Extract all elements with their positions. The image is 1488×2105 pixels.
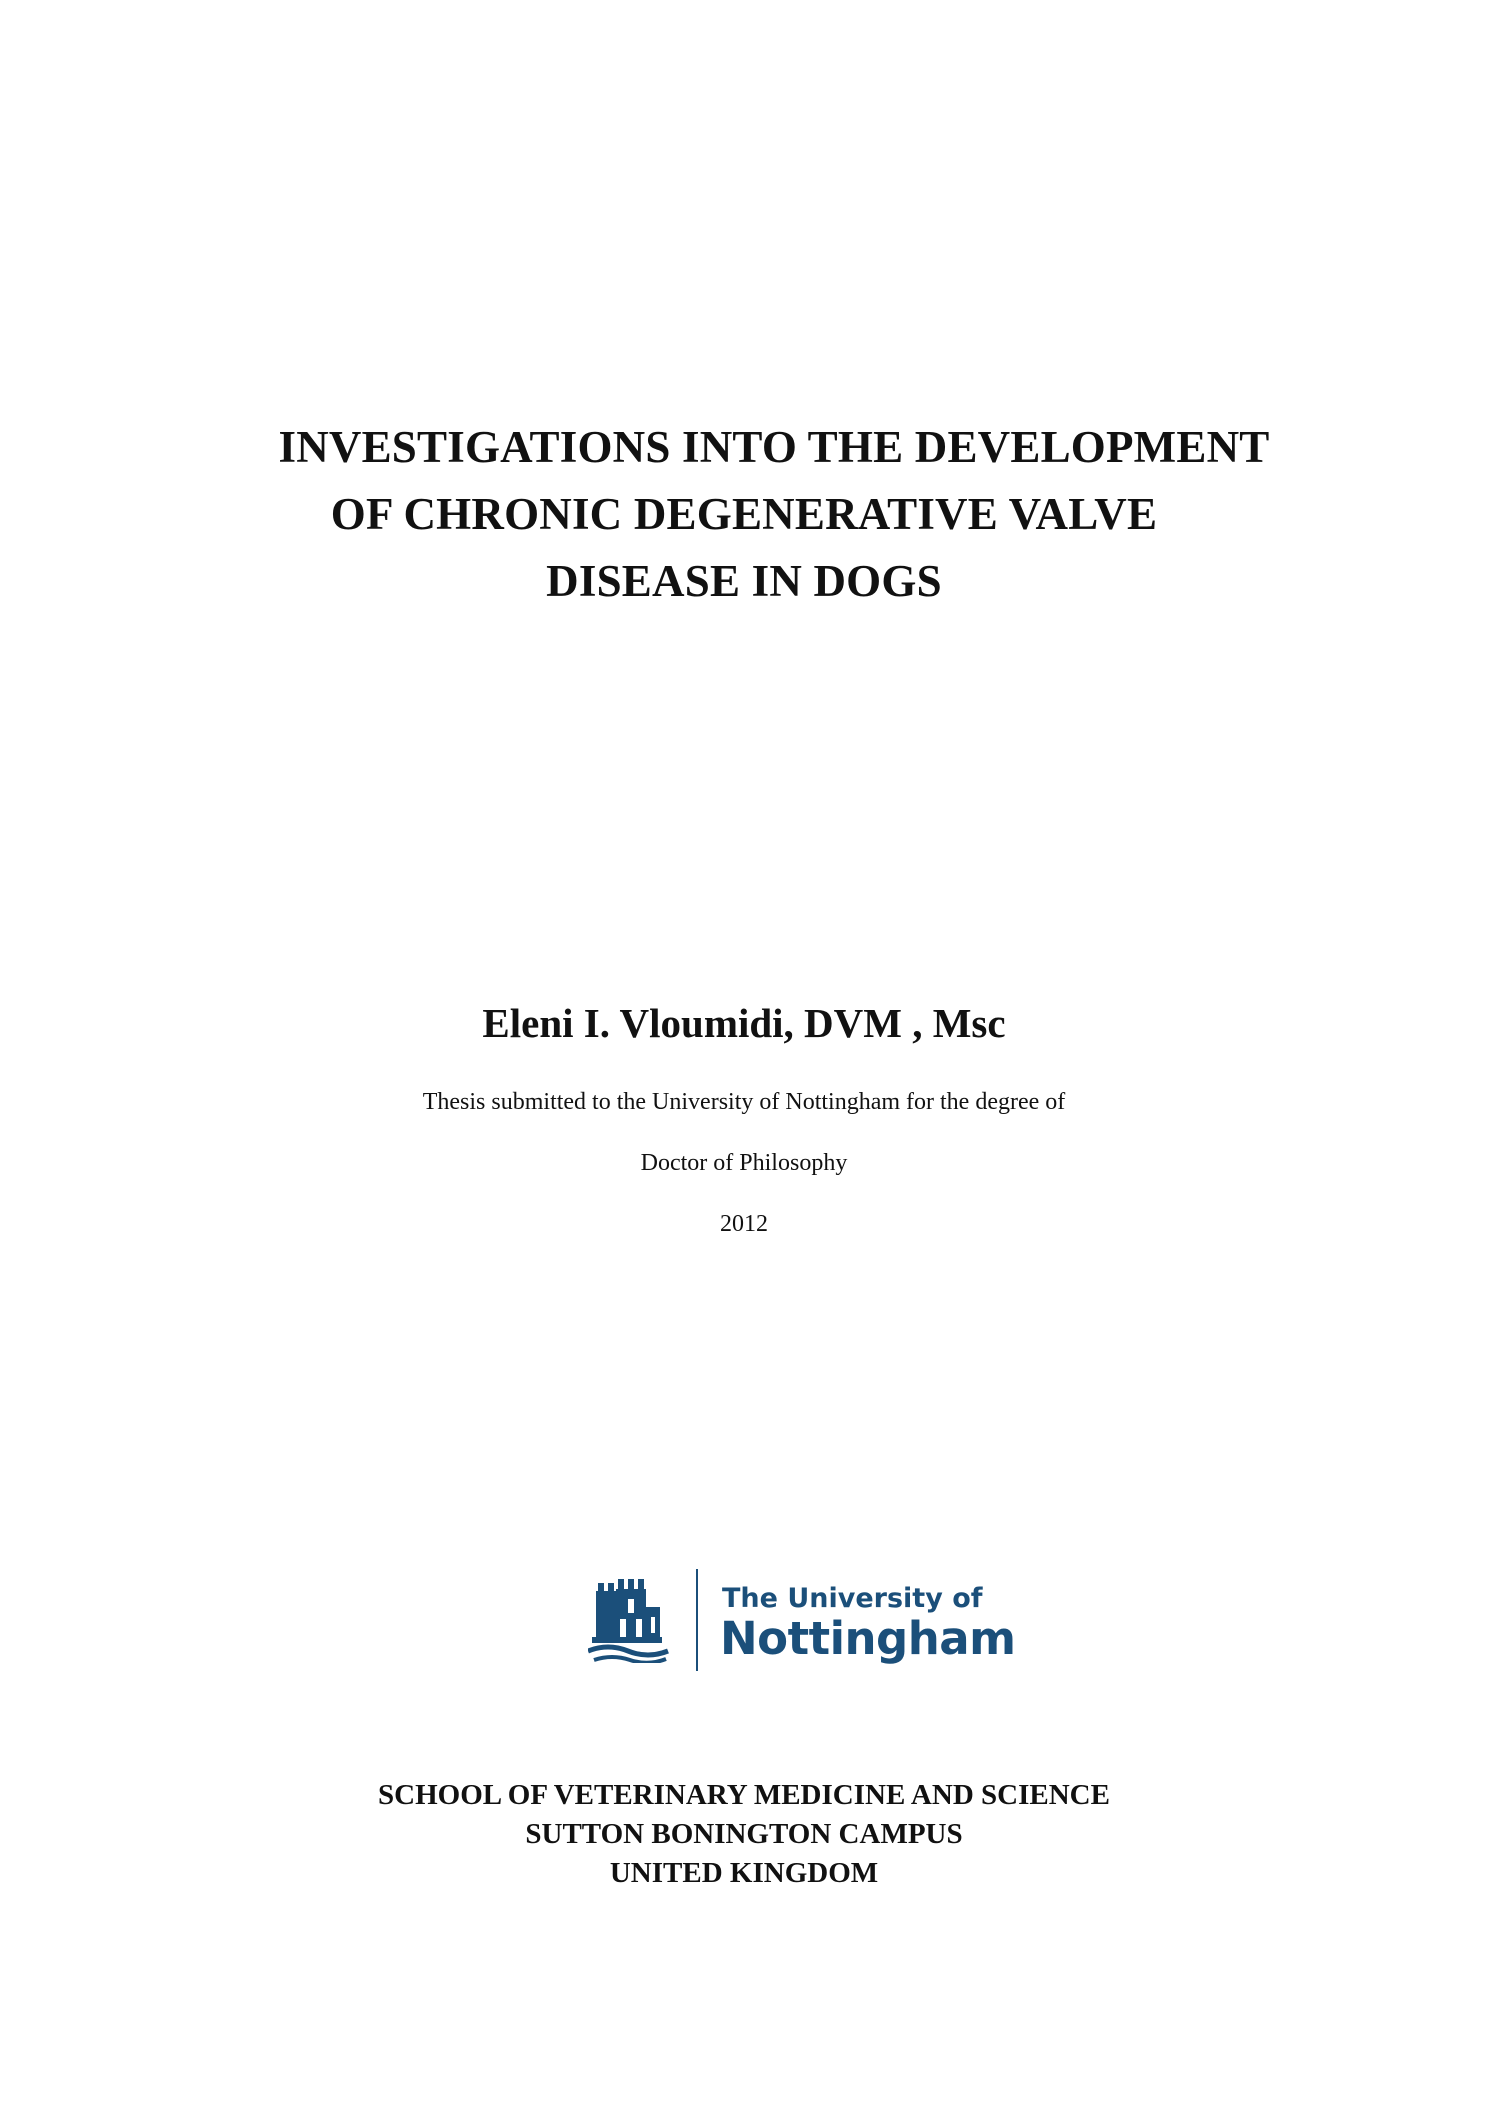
author-name: Eleni I. Vloumidi, DVM , Msc [482,1000,1006,1046]
thesis-title-line-1: INVESTIGATIONS INTO THE DEVELOPMENT [278,422,1270,472]
logo-divider [696,1569,698,1671]
logo-text-university: The University of [722,1583,983,1614]
school-name: SCHOOL OF VETERINARY MEDICINE AND SCIENCE [378,1779,1110,1811]
thesis-title-line-3: DISEASE IN DOGS [546,556,942,606]
thesis-title-line-2: OF CHRONIC DEGENERATIVE VALVE [330,489,1158,539]
university-logo [588,1565,1016,1675]
degree-name: Doctor of Philosophy [640,1150,848,1176]
country-name: UNITED KINGDOM [609,1857,879,1889]
submission-year: 2012 [720,1211,768,1237]
castle-icon [588,1577,670,1663]
logo-text-nottingham: Nottingham [720,1612,1016,1665]
campus-name: SUTTON BONINGTON CAMPUS [525,1818,963,1850]
submission-statement: Thesis submitted to the University of Nottingham for the degree of [422,1089,1066,1115]
